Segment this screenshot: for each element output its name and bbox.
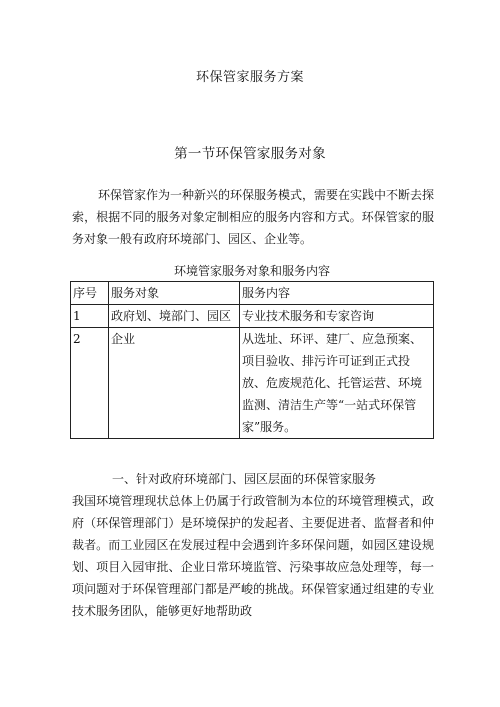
row-index: 1 — [71, 305, 109, 328]
table-caption: 环境管家服务对象和服务内容 — [173, 264, 330, 278]
row-content: 专业技术服务和专家咨询 — [240, 305, 434, 328]
row-index: 2 — [71, 328, 109, 439]
table-row — [71, 328, 434, 439]
row-target: 企业 — [109, 328, 240, 439]
row-target: 政府划、境部门、园区 — [109, 305, 240, 328]
body-paragraph: 我国环境管理现状总体上仍属于行政管制为本位的环境管理模式，政府（环保管理部门）是环境保护的发起者、主要促进者、监督者和仲裁者。而工业园区在发展过程中会遇到许多环保问题，如园区建设规划、项目入园审批、企业日常环境监管、污染事故应急处理等，每一项问题对于环保管理部门都是严峻的挑战。环保管家通过组建的专业技术服务团队，能够更好地帮助政 — [72, 494, 434, 618]
header-index: 序号 — [71, 282, 109, 305]
row-content: 从选址、环评、建厂、应急预案、项目验收、排污许可证到正式投放、危废规范化、托管运营、环境监测、清洁生产等“一站式环保管家”服务。 — [240, 328, 434, 439]
service-table — [70, 281, 434, 439]
header-target: 服务对象 — [109, 282, 240, 305]
intro-paragraph: 环保管家作为一种新兴的环保服务模式，需要在实践中不断去探索，根据不同的服务对象定制相应的服务内容和方式。环保管家的服务对象一般有政府环境部门、园区、企业等。 — [72, 188, 435, 246]
section-title: 第一节环保管家服务对象 — [174, 146, 326, 162]
header-content: 服务内容 — [240, 282, 434, 305]
subheading: 一、针对政府环境部门、园区层面的环保管家服务 — [112, 472, 377, 486]
table-row — [71, 305, 434, 328]
document-title: 环保管家服务方案 — [195, 70, 304, 85]
table-header-row — [71, 282, 434, 305]
